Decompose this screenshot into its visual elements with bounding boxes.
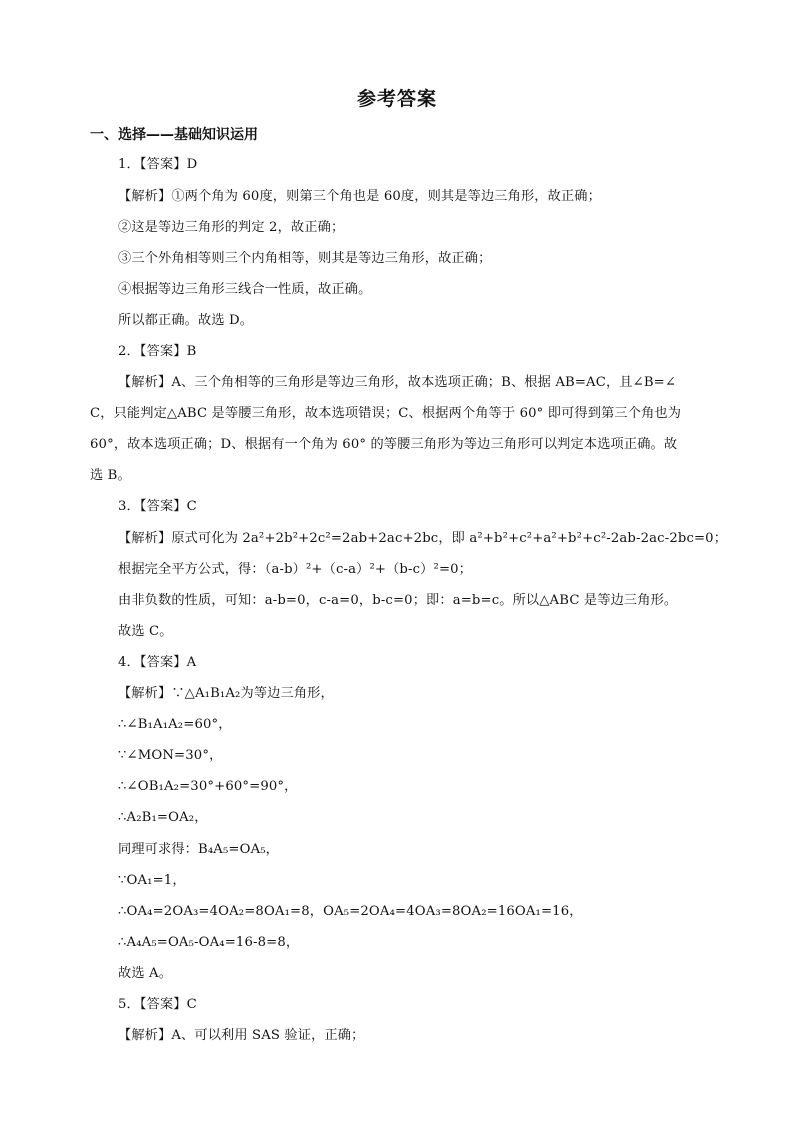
explanation-line: ∴OA₄=2OA₃=4OA₂=8OA₁=8，OA₅=2OA₄=4OA₃=8OA₂=16OA₁=16， (118, 904, 583, 919)
page-title: 参考答案 (356, 88, 437, 110)
explanation-line: 60°，故本选项正确；D、根据有一个角为 60° 的等腰三角形为等边三角形可以判定本选项正确。故 (90, 437, 678, 452)
explanation-line: C，只能判定△ABC 是等腰三角形，故本选项错误；C、根据两个角等于 60° 即可得到第三个角也为 (90, 406, 682, 421)
explanation-line: 【解析】原式可化为 2a²+2b²+2c²=2ab+2ac+2bc，即 a²+b²+c²+a²+b²+c²-2ab-2ac-2bc=0； (118, 531, 728, 546)
explanation-line: ∵OA₁=1， (118, 873, 186, 888)
answer-line: 4．【答案】A (118, 655, 197, 670)
explanation-line: 根据完全平方公式，得：（a-b）²+（c-a）²+（b-c）²=0； (118, 562, 473, 577)
explanation-line: ②这是等边三角形的判定 2，故正确； (118, 220, 345, 235)
explanation-line: 【解析】①两个角为 60度，则第三个角也是 60度，则其是等边三角形，故正确； (118, 189, 601, 204)
answer-line: 1．【答案】D (118, 157, 198, 172)
explanation-line: ③三个外角相等则三个内角相等，则其是等边三角形，故正确； (118, 251, 492, 266)
explanation-line: 选 B。 (90, 468, 131, 483)
explanation-line: ∴A₂B₁=OA₂， (118, 810, 208, 825)
explanation-line: 所以都正确。故选 D。 (118, 313, 254, 328)
explanation-line: 故选 A。 (118, 966, 173, 981)
explanation-line: ∴A₄A₅=OA₅-OA₄=16-8=8， (118, 935, 300, 950)
explanation-line: 同理可求得：B₄A₅=OA₅， (118, 842, 280, 857)
explanation-line: 故选 C。 (118, 624, 173, 639)
explanation-line: ∵∠MON=30°， (118, 748, 223, 763)
explanation-line: 【解析】A、可以利用 SAS 验证，正确； (118, 1028, 365, 1043)
section-heading: 一、选择——基础知识运用 (90, 127, 258, 143)
explanation-line: ∴∠OB₁A₂=30°+60°=90°， (118, 779, 298, 794)
explanation-line: 【解析】A、三个角相等的三角形是等边三角形，故本选项正确；B、根据 AB=AC，且∠B=∠ (118, 375, 677, 390)
explanation-line: ④根据等边三角形三线合一性质，故正确。 (118, 282, 372, 297)
answer-line: 5．【答案】C (118, 997, 197, 1012)
answer-line: 3．【答案】C (118, 499, 197, 514)
explanation-line: ∴∠B₁A₁A₂=60°， (118, 717, 232, 732)
answer-line: 2．【答案】B (118, 344, 197, 359)
explanation-line: 由非负数的性质，可知：a-b=0，c-a=0，b-c=0；即：a=b=c。所以△ABC 是等边三角形。 (118, 593, 678, 608)
explanation-line: 【解析】∵△A₁B₁A₂为等边三角形， (118, 686, 334, 701)
